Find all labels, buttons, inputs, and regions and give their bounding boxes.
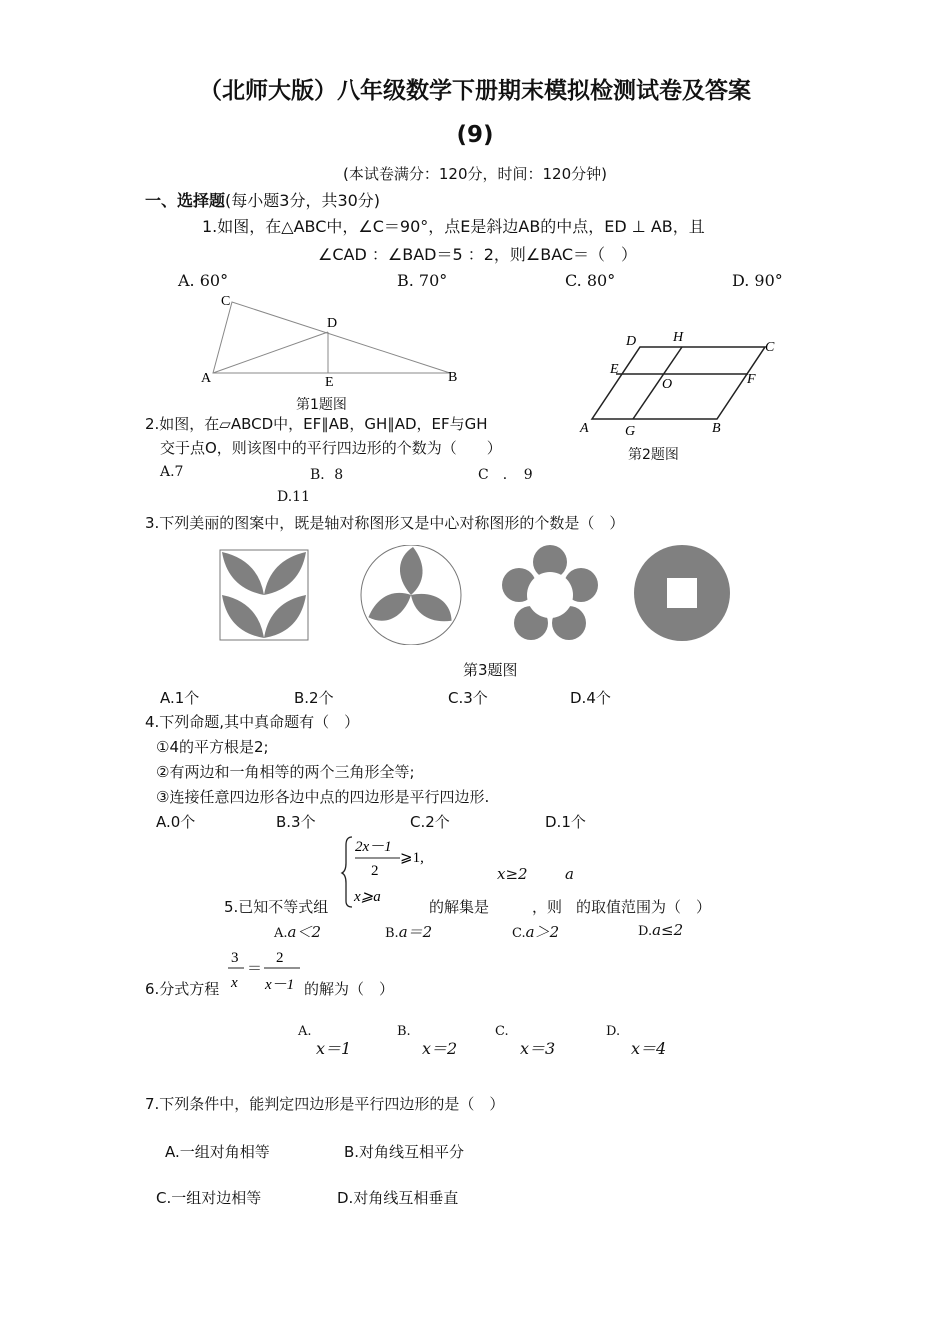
q6-stem-part2: 的解为（ ）: [304, 980, 395, 998]
q6-frac2-num: 2: [276, 950, 284, 966]
label-c: C: [765, 340, 775, 355]
label-g: G: [625, 424, 636, 439]
section-heading: [145, 188, 380, 211]
q6-equation: [224, 942, 304, 1000]
q2-option-a[interactable]: A.7: [160, 464, 184, 480]
q3-figure-caption: 第3题图: [463, 661, 518, 679]
q5-option-a[interactable]: A.a＜2: [274, 923, 322, 941]
q3-option-d[interactable]: D.4个: [570, 689, 611, 707]
q4-option-d[interactable]: D.1个: [545, 813, 586, 831]
q6-option-b-value[interactable]: x＝2: [422, 1039, 458, 1058]
q7-option-c[interactable]: C.一组对边相等: [156, 1189, 262, 1207]
q5-var-a: a: [565, 865, 574, 883]
q4-option-b[interactable]: B.3个: [276, 813, 316, 831]
q7-option-d[interactable]: D.对角线互相垂直: [337, 1189, 459, 1207]
q2-option-c[interactable]: C ． 9: [478, 467, 533, 483]
q1-option-a[interactable]: A. 60°: [178, 271, 229, 290]
label-h: H: [673, 330, 684, 345]
q2-option-d[interactable]: D.11: [277, 489, 310, 505]
q4-item-3: ③连接任意四边形各边中点的四边形是平行四边形.: [156, 788, 490, 806]
q3-option-a[interactable]: A.1个: [160, 689, 200, 707]
q7-option-a[interactable]: A.一组对角相等: [165, 1143, 270, 1161]
q4-item-2: ②有两边和一角相等的两个三角形全等;: [156, 763, 415, 781]
q2-figure-caption: 第2题图: [628, 447, 679, 463]
pattern-coin: [634, 545, 730, 641]
q6-stem-part1: 6.分式方程: [145, 980, 220, 998]
q6-option-d-value[interactable]: x＝4: [631, 1039, 667, 1058]
q7-option-b[interactable]: B.对角线互相平分: [344, 1143, 465, 1161]
q6-frac1-den: x: [231, 975, 238, 991]
q6-option-c-letter[interactable]: C.: [495, 1024, 509, 1039]
q5-stem-part1: 5.已知不等式组: [224, 898, 329, 916]
q6-frac1-num: 3: [231, 950, 239, 966]
q5-x-ge-a: x⩾a: [354, 889, 381, 905]
q2-option-b[interactable]: B．8: [310, 467, 344, 483]
q1-stem-line1: 1.如图，在△ABC中，∠C＝90°，点E是斜边AB的中点，ED ⊥ AB，且: [202, 217, 705, 236]
label-d: D: [626, 334, 637, 349]
label-b: B: [712, 421, 721, 436]
q5-stem-part2: 的解集是: [429, 898, 490, 916]
label-a: A: [580, 421, 589, 436]
section-title: 一、选择题: [145, 191, 226, 210]
q5-numerator: 2x－1: [355, 839, 392, 855]
section-note: (每小题3分，共30分): [225, 191, 381, 210]
q6-equals: ＝: [247, 961, 263, 977]
q3-option-c[interactable]: C.3个: [448, 689, 488, 707]
q1-stem-line2: ∠CAD ：∠BAD＝5 ：2，则∠BAC＝（ ）: [318, 245, 638, 264]
q2-stem-line2: 交于点O，则该图中的平行四边形的个数为（ ）: [160, 439, 502, 457]
q6-option-d-letter[interactable]: D.: [606, 1024, 621, 1039]
pattern-three-petals: [361, 545, 461, 645]
label-c: C: [221, 294, 231, 309]
q4-option-a[interactable]: A.0个: [156, 813, 196, 831]
q6-option-a-letter[interactable]: A.: [298, 1024, 312, 1039]
label-e: E: [610, 362, 619, 377]
label-b: B: [448, 370, 458, 385]
exam-info: (本试卷满分：120分，时间：120分钟): [343, 165, 607, 183]
q5-option-c[interactable]: C.a＞2: [512, 923, 560, 941]
q6-option-b-letter[interactable]: B.: [397, 1024, 411, 1039]
q1-option-c[interactable]: C. 80°: [565, 271, 616, 290]
q1-option-b[interactable]: B. 70°: [397, 271, 448, 290]
q6-option-c-value[interactable]: x＝3: [520, 1039, 556, 1058]
q4-option-c[interactable]: C.2个: [410, 813, 450, 831]
q2-parallelogram-figure: [575, 325, 790, 465]
q5-option-d[interactable]: D.a≤2: [638, 921, 684, 939]
page-title-number: (9): [456, 122, 494, 148]
q4-item-1: ①4的平方根是2;: [156, 738, 269, 756]
label-a: A: [201, 371, 212, 386]
label-f: F: [747, 372, 756, 387]
q6-frac2-den: x－1: [265, 977, 295, 993]
label-o: O: [662, 377, 673, 392]
q5-option-b[interactable]: B.a＝2: [385, 923, 433, 941]
q3-patterns: [215, 545, 735, 645]
pattern-leaves-square: [220, 550, 308, 640]
q5-ge-one: ⩾1,: [400, 850, 424, 866]
q2-stem-line1: 2.如图，在▱ABCD中，EF∥AB，GH∥AD，EF与GH: [145, 415, 488, 433]
page-title: （北师大版）八年级数学下册期末模拟检测试卷及答案: [199, 78, 751, 104]
q5-solution: x≥2: [497, 865, 528, 883]
label-d: D: [327, 316, 338, 331]
q6-option-a-value[interactable]: x＝1: [316, 1039, 352, 1058]
q5-stem-part3: ，则: [532, 898, 563, 916]
q4-stem: 4.下列命题,其中真命题有（ ）: [145, 713, 360, 731]
pattern-five-circles: [502, 545, 598, 640]
q5-denominator: 2: [371, 863, 379, 879]
q1-figure-caption: 第1题图: [296, 397, 347, 413]
label-e: E: [325, 375, 334, 390]
q5-stem-part4: 的取值范围为（ ）: [576, 898, 712, 916]
q3-stem: 3.下列美丽的图案中，既是轴对称图形又是中心对称图形的个数是（ ）: [145, 514, 625, 532]
q3-option-b[interactable]: B.2个: [294, 689, 334, 707]
q1-option-d[interactable]: D. 90°: [732, 271, 783, 290]
q7-stem: 7.下列条件中，能判定四边形是平行四边形的是（ ）: [145, 1095, 505, 1113]
